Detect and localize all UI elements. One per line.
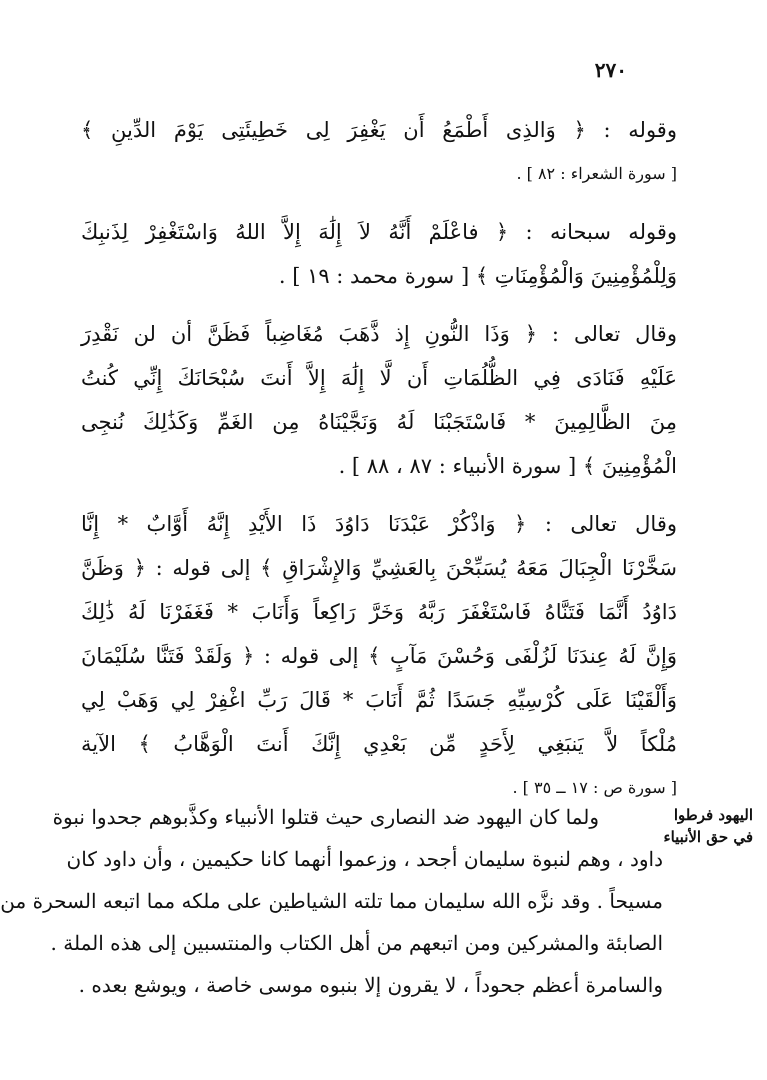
text-line: الصابئة والمشركين ومن اتبعهم من أهل الكتاب والمنتسبين إلى هذه الملة .	[50, 931, 663, 955]
text-line: وقوله سبحانه : ﴿ فاعْلَمْ أَنَّهُ لاَ إِلَٰهَ إِلاَّ اللهُ وَاسْتَغْفِرْ لِذَنبِكَ	[81, 220, 677, 244]
text-line: داود ، وهم لنبوة سليمان أجحد ، وزعموا أنهما كانا حكيمين ، وأن داود كان	[66, 847, 663, 871]
paragraph-1	[81, 108, 677, 196]
text-line: عَلَيْهِ فَنَادَى فِي الظُّلُمَاتِ أَن لَّا إِلَٰهَ إِلاَّ أَنتَ سُبْحَانَكَ إِنِّي كُنتُ	[81, 366, 677, 390]
text-line: وقوله : ﴿ وَالذِى أَطْمَعُ أَن يَغْفِرَ لِى خَطِيئَتِى يَوْمَ الدِّينِ ﴾	[81, 118, 677, 142]
text-line: وَلِلْمُؤْمِنِينَ وَالْمُؤْمِنَاتِ ﴾ [ سورة محمد : ١٩ ] .	[278, 264, 677, 288]
text-line: وقال تعالى : ﴿ وَاذْكُرْ عَبْدَنَا دَاوُدَ ذَا الأَيْدِ إِنَّهُ أَوَّابٌ * إِنَّا	[81, 512, 677, 536]
text-line: مسيحاً . وقد نزَّه الله سليمان مما تلته الشياطين على ملكه مما اتبعه السحرة من	[0, 889, 663, 913]
text-line: وَإِنَّ لَهُ عِندَنَا لَزُلْفَى وَحُسْنَ مَآبٍ ﴾ إلى قوله : ﴿ وَلَقَدْ فَتَنَّا سُلَيْمَانَ	[81, 644, 677, 668]
text-line: سَخَّرْنَا الْجِبَالَ مَعَهُ يُسَبِّحْنَ بِالعَشِيِّ وَالإِشْرَاقِ ﴾ إلى قوله : ﴿ وَظَنَّ	[81, 556, 677, 580]
text-line: وَأَلْقَيْنَا عَلَى كُرْسِيِّهِ جَسَدًا ثُمَّ أَنَابَ * قَالَ رَبِّ اغْفِرْ لِي وَهَبْ لِي	[81, 688, 677, 712]
page-number: ٢٧٠	[594, 58, 627, 82]
paragraph-4	[81, 502, 677, 810]
text-line: دَاوُدُ أَنَّمَا فَتَنَّاهُ فَاسْتَغْفَرَ رَبَّهُ وَخَرَّ رَاكِعاً وَأَنَابَ * فَغَفَرْنَا لَهُ ذَٰلِكَ	[81, 600, 677, 624]
text-line: وقال تعالى : ﴿ وَذَا النُّونِ إِذ ذَّهَبَ مُغَاضِباً فَظَنَّ أن لن نَقْدِرَ	[81, 322, 677, 346]
text-line: مُلْكاً لاَّ يَنبَغِي لِأَحَدٍ مِّن بَعْدِي إِنَّكَ أَنتَ الْوَهَّابُ ﴾ الآية	[81, 732, 677, 756]
verse-reference: [ سورة ص : ١٧ ــ ٣٥ ] .	[512, 778, 677, 797]
text-line: مِنَ الظَّالِمِينَ * فَاسْتَجَبْنَا لَهُ وَنَجَّيْنَاهُ مِن الغَمِّ وَكَذَٰلِكَ نُنجِى	[81, 410, 677, 434]
text-line: ولما كان اليهود ضد النصارى حيث قتلوا الأنبياء وكذَّبوهم جحدوا نبوة	[52, 805, 599, 829]
commentary-paragraph	[0, 796, 663, 1006]
margin-note	[663, 804, 753, 848]
paragraph-2	[81, 210, 677, 298]
text-line: الْمُؤْمِنِينَ ﴾ [ سورة الأنبياء : ٨٧ ، ٨٨ ] .	[338, 454, 677, 478]
verse-reference: [ سورة الشعراء : ٨٢ ] .	[516, 164, 677, 183]
text-line: والسامرة أعظم جحوداً ، لا يقرون إلا بنبوه موسى خاصة ، ويوشع بعده .	[78, 973, 663, 997]
margin-note-line: في حق الأنبياء	[663, 828, 753, 846]
quran-citations-block	[81, 108, 677, 824]
margin-note-line: اليهود فرطوا	[673, 806, 753, 824]
paragraph-3	[81, 312, 677, 488]
